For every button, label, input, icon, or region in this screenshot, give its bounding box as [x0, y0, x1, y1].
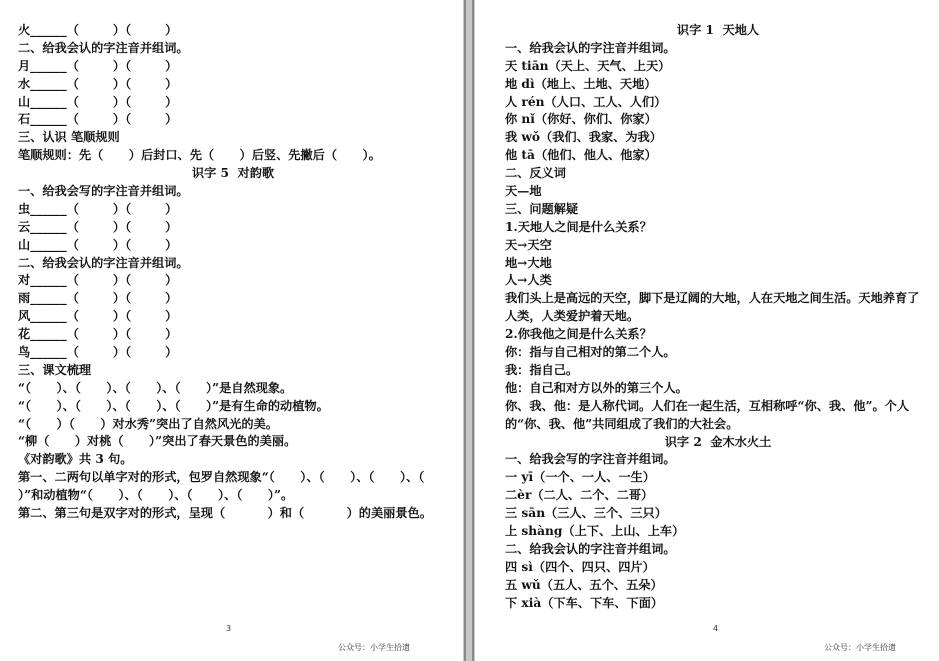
text-line: 我 wǒ（我们、我家、为我） — [505, 130, 662, 145]
page-number: 3 — [226, 624, 232, 633]
text-line: “（ ）、（ ）、（ ）、（ ）”是有生命的动植物。 — [18, 398, 329, 413]
text-line: 你、我、他：是人称代词。人们在一起生活，互相称呼“你、我、他”。个人的“你、我、他”共同组成了我们的大社会。 — [505, 398, 910, 431]
text-line: 山______（ ）（ ） — [18, 94, 178, 109]
text-line: 下 xià（下车、下车、下面） — [505, 595, 664, 610]
text-line: 火______（ ）（ ） — [18, 23, 178, 37]
text-line: 鸟______（ ）（ ） — [18, 345, 178, 360]
text-line: “（ ）（ ）对水秀”突出了自然风光的美。 — [18, 416, 278, 431]
text-line: 你 nǐ（你好、你们、你家） — [505, 112, 657, 127]
text-line: 三 sān（三人、三个、三只） — [505, 506, 667, 521]
text-line: 上 shàng（上下、上山、上车） — [505, 524, 685, 538]
text-line: 天 tiān（天上、天气、上天） — [505, 58, 671, 73]
text-line: 天→天空 — [505, 237, 552, 252]
right-page-content — [505, 22, 931, 612]
text-line: 二èr（二人、二个、二哥） — [505, 488, 654, 503]
wechat-label: 公众号：小学生拾遗 — [824, 643, 896, 652]
text-line: 《对韵歌》共 3 句。 — [18, 452, 133, 467]
left-page — [0, 0, 463, 661]
text-line: “柳（ ）对桃（ ）”突出了春天景色的美丽。 — [18, 434, 297, 449]
page-divider — [463, 0, 475, 661]
text-line: 花______（ ）（ ） — [18, 327, 178, 342]
text-line: 二、给我会认的字注音并组词。 — [18, 40, 189, 55]
text-line: 人 rén（人口、工人、人们） — [505, 94, 667, 109]
text-line: 地→大地 — [505, 255, 552, 270]
text-line: 雨______（ ）（ ） — [18, 291, 178, 306]
lesson-title: 识字 5 对韵歌 — [191, 166, 275, 181]
text-line: 月______（ ）（ ） — [18, 58, 178, 73]
text-line: 五 wǔ（五人、五个、五朵） — [505, 577, 663, 592]
text-line: 二、给我会认的字注音并组词。 — [505, 541, 676, 556]
text-line: “（ ）、（ ）、（ ）、（ ）”是自然现象。 — [18, 380, 293, 395]
text-line: 虫______（ ）（ ） — [18, 201, 178, 216]
text-line: 他 tā（他们、他人、他家） — [505, 148, 657, 163]
text-line: 笔顺规则：先（ ）后封口、先（ ）后竖、先撇后（ ）。 — [18, 148, 381, 163]
wechat-label: 公众号：小学生拾遗 — [338, 643, 410, 652]
text-line: 人→人类 — [505, 273, 552, 288]
lesson-title: 识字 1 天地人 — [676, 23, 760, 37]
text-line: 三、课文梳理 — [18, 362, 92, 377]
text-line: 他：自己和对方以外的第三个人。 — [505, 380, 688, 395]
text-line: 三、问题解疑 — [505, 201, 579, 216]
text-line: 第二、第三句是双字对的形式，呈现（ ）和（ ）的美丽景色。 — [18, 506, 432, 521]
text-line: 一、给我会写的字注音并组词。 — [18, 184, 189, 199]
text-line: 风______（ ）（ ） — [18, 309, 178, 324]
page-number: 4 — [713, 624, 719, 633]
right-page — [475, 0, 939, 661]
text-line: 四 sì（四个、四只、四片） — [505, 559, 655, 574]
text-line: 2.你我他之间是什么关系？ — [505, 327, 652, 342]
left-page-content — [18, 22, 448, 523]
text-line: 石______（ ）（ ） — [18, 112, 178, 127]
text-line: 一、给我会认的字注音并组词。 — [505, 40, 676, 55]
text-line: 我们头上是高远的天空，脚下是辽阔的大地，人在天地之间生活。天地养育了人类，人类爱护着天地。 — [505, 291, 920, 324]
text-line: 地 dì（地上、土地、天地） — [505, 76, 657, 91]
text-line: 三、认识 笔顺规则 — [18, 130, 120, 145]
text-line: 对______（ ）（ ） — [18, 273, 178, 288]
text-line: 我：指自己。 — [505, 362, 579, 377]
text-line: 天—地 — [505, 184, 542, 199]
text-line: 你：指与自己相对的第二个人。 — [505, 345, 676, 360]
text-line: 二、给我会认的字注音并组词。 — [18, 255, 189, 270]
text-line: 山______（ ）（ ） — [18, 237, 178, 252]
text-line: 第一、二两句以单字对的形式，包罗自然现象“（ ）、（ ）、（ ）、（ ）”和动植物“（ ）、（ ）、（ ）、（ ）”。 — [18, 470, 450, 503]
text-line: 一 yī（一个、一人、一生） — [505, 470, 656, 485]
text-line: 水______（ ）（ ） — [18, 76, 178, 91]
text-line: 二、反义词 — [505, 166, 566, 181]
text-line: 一、给我会写的字注音并组词。 — [505, 452, 676, 467]
text-line: 云______（ ）（ ） — [18, 219, 178, 234]
lesson-title: 识字 2 金木水火土 — [664, 434, 772, 449]
text-line: 1.天地人之间是什么关系？ — [505, 219, 652, 234]
